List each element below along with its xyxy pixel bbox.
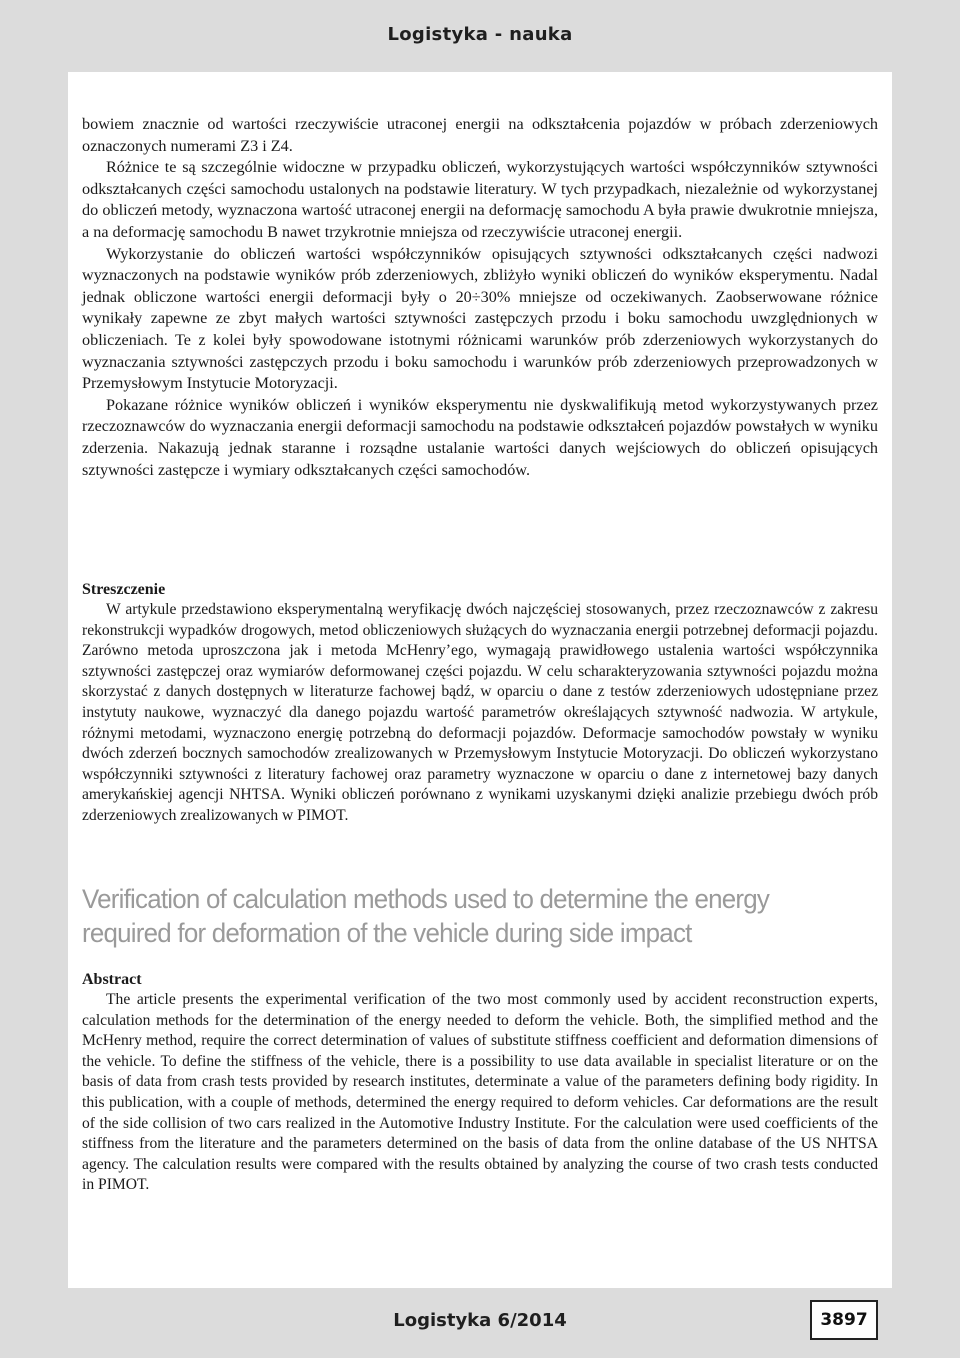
- streszczenie-text: W artykule przedstawiono eksperymentalną weryfikację dwóch najczęściej stosowanych, przez rzeczoznawców z zakresu rekonstrukcji wypadków drogowych, metod obliczeniowych służących do wyznaczania energii potrzebnej deformacji pojazdu. Zarówno metoda uproszczona jak i metoda McHenry’ego, wymagają prawidłowego ustalenia wartości współczynnika sztywności zastępczej oraz wymiarów deformowanej części pojazdu. W celu scharakteryzowania sztywności pojazdu można skorzystać z danych dostępnych w literaturze fachowej bądź, w oparciu o dane z testów zderzeniowych udostępniane przez instytuty naukowe, wyznaczyć dla danego pojazdu wartość parametrów określających sztywność nadwozia. W artykule, różnymi metodami, wyznaczono energię potrzebną do deformacji pojazdów. Deformacje samochodów powstały w wyniku dwóch zderzeń bocznych samochodów zrealizowanych w Przemysłowym Instytucie Motoryzacji. Do obliczeń wykorzystano współczynniki sztywności z literatury fachowej oraz parametry wyznaczone w oparciu o dane z internetowej bazy danych amerykańskiej agencji NHTSA. Wyniki obliczeń porównano z wynikami uzyskanymi dzięki analizie przebiegu dwóch prób zderzeniowych zrealizowanych w PIMOT.: [82, 601, 878, 824]
- page-number: 3897: [810, 1300, 878, 1340]
- footer-journal-issue: Logistyka 6/2014: [393, 1310, 567, 1331]
- left-margin-band: [0, 72, 68, 1288]
- abstract-heading: Abstract: [82, 971, 142, 988]
- page-content: [68, 72, 892, 1288]
- page-footer: [0, 1288, 960, 1358]
- streszczenie-heading: Streszczenie: [82, 581, 166, 598]
- english-title: Verification of calculation methods used to determine the energy required for deformation of the vehicle during side impact: [82, 884, 770, 948]
- body-paragraph: Wykorzystanie do obliczeń wartości współczynników opisujących sztywności odkształcanych części nadwozi wyznaczonych na podstawie wyników prób zderzeniowych, zbliżyło wyniki obliczeń do wyników eksperymentu. Nadal jednak obliczone wartości energii deformacji były o 20÷30% mniejsze od oczekiwanych. Zaobserwowane różnice wynikały zapewne ze zbyt małych wartości sztywności zastępczych przodu i boku samochodu uwzględnionych w obliczeniach. Te z kolei były spowodowane istotnymi różnicami warunków prób zderzeniowych wykorzystanych do wyznaczania sztywności zastępczych przodu i boku samochodu i warunków prób zderzeniowych przeprowadzonych w Przemysłowym Instytucie Motoryzacji.: [82, 244, 878, 393]
- body-paragraph: Różnice te są szczególnie widoczne w przypadku obliczeń, wykorzystujących wartości współczynników sztywności odkształcanych części samochodu ustalonych na podstawie literatury. W tych przypadkach, niezależnie od wykorzystanej do obliczeń metody, wyznaczona wartość utraconej energii na deformację samochodu A była prawie dwukrotnie mniejsza, a na deformację samochodu B nawet trzykrotnie mniejsza od rzeczywiście utraconej energii.: [82, 158, 878, 241]
- body-paragraph: bowiem znacznie od wartości rzeczywiście utraconej energii na odkształcenia pojazdów w próbach zderzeniowych oznaczonych numerami Z3 i Z4.: [82, 115, 878, 155]
- abstract-text: The article presents the experimental verification of the two most commonly used by accident reconstruction experts, calculation methods for the determination of the energy needed to deform the vehicle. Both, the simplified method and the McHenry method, require the correct determination of values of substitute stiffness coefficient and deformation dimensions of the vehicle. To define the stiffness of the vehicle, there is a possibility to use data available in specialist literature or on the basis of data from crash tests provided by research institutes, determinate a value of the parameters defining body rigidity. In this publication, with a couple of methods, determined the energy required to deform vehicles. Car deformations are the result of the side collision of two cars realized in the Automotive Industry Institute. For the calculation were used coefficients of the stiffness from the literature and the parameters determined on the basis of data from the online database of the US NHTSA agency. The calculation results were compared with the results obtained by analyzing the course of two crash tests conducted in PIMOT.: [82, 991, 878, 1194]
- header-title: Logistyka - nauka: [387, 24, 573, 45]
- streszczenie-section: [82, 580, 878, 827]
- right-margin-band: [892, 72, 960, 1288]
- body-paragraph: Pokazane różnice wyników obliczeń i wyników eksperymentu nie dyskwalifikują metod wykorzystywanych przez rzeczoznawców do wyznaczania energii deformacji samochodu na podstawie odkształceń pojazdów powstałych w wyniku zderzenia. Nakazują jednak staranne i rozsądne ustalanie wartości danych wejściowych do obliczeń opisujących sztywności zastępcze i wymiary odkształcanych części samochodów.: [82, 395, 878, 479]
- body-text: [82, 114, 878, 481]
- page-header: [0, 0, 960, 72]
- abstract-section: [82, 970, 878, 1196]
